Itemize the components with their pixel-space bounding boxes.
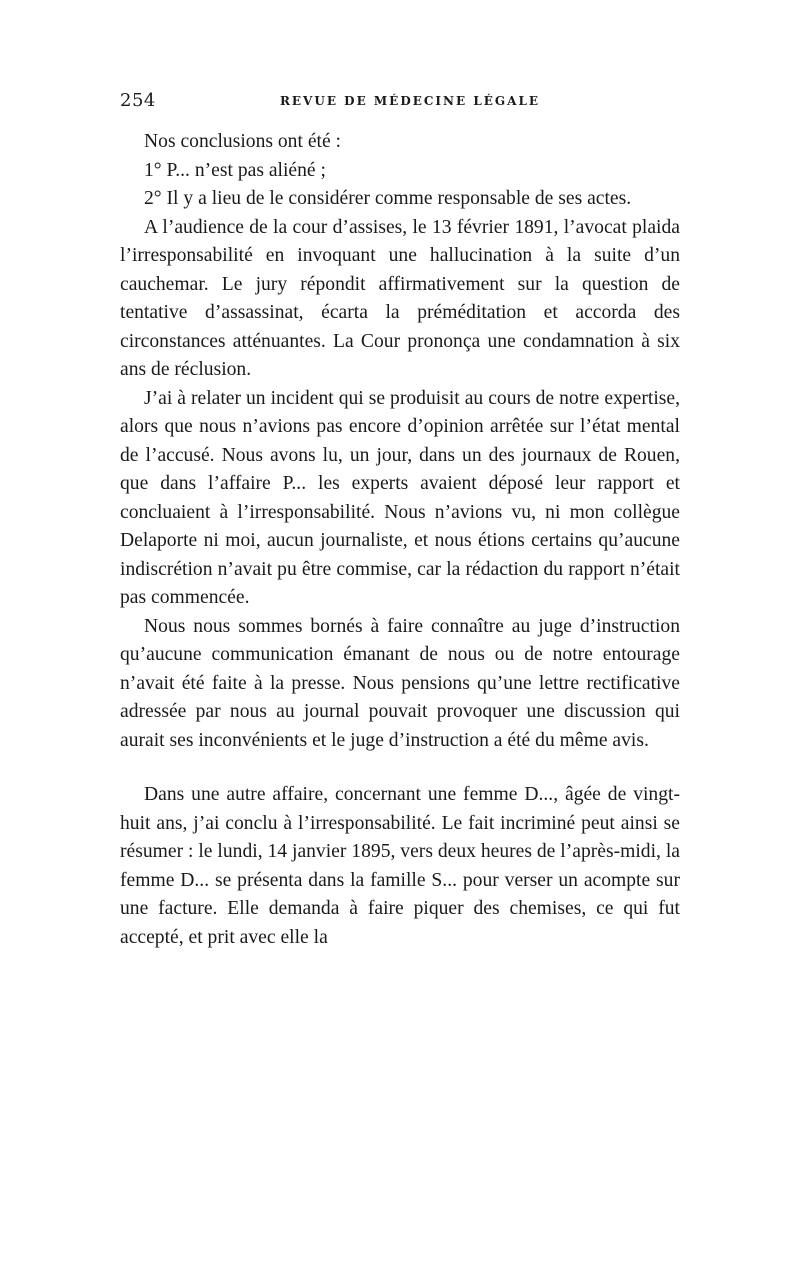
body-text xyxy=(120,128,680,952)
page-header xyxy=(120,90,680,118)
page-number: 254 xyxy=(120,90,156,111)
paragraph-audience: A l’audience de la cour d’assises, le 13 février 1891, l’avocat plaida l’irresponsabilité en invoquant une hallucination à la suite d’un cauchemar. Le jury répondit affirmativement sur la question de tentative d’assassinat, écarta la préméditation et accorda des circonstances atténuantes. La Cour prononça une condamnation à six ans de réclusion. xyxy=(120,216,680,380)
running-head: REVUE DE MÉDECINE LÉGALE xyxy=(279,94,541,108)
paragraph-juge: Nous nous sommes bornés à faire connaître au juge d’instruction qu’aucune communication émanant de nous ou de notre entourage n’avait été faite à la presse. Nous pensions qu’une lettre rectificative adressée par nous au journal pouvait provoquer une discussion qui aurait ses inconvénients et le juge d’instruction a été du même avis. xyxy=(120,615,680,751)
paragraph-conclusions-intro: Nos conclusions ont été : xyxy=(144,131,341,152)
paragraph-incident: J’ai à relater un incident qui se produisit au cours de notre expertise, alors que nous n’avions pas encore d’opinion arrêtée sur l’état mental de l’accusé. Nous avons lu, un jour, dans un des journaux de Rouen, que dans l’affaire P... les experts avaient déposé leur rapport et concluaient à l’irresponsabilité. Nous n’avions vu, ni mon collègue Delaporte ni moi, aucun journaliste, et nous étions certains qu’aucune indiscrétion n’avait pu être commise, car la rédaction du rapport n’était pas commencée. xyxy=(120,387,680,608)
paragraph-conclusion-2: 2° Il y a lieu de le considérer comme responsable de ses actes. xyxy=(144,188,632,209)
paragraph-conclusion-1: 1° P... n’est pas aliéné ; xyxy=(144,159,326,181)
paragraph-autre-affaire: Dans une autre affaire, concernant une femme D..., âgée de vingt-huit ans, j’ai conclu à l’irresponsabilité. Le fait incriminé peut ainsi se résumer : le lundi, 14 janvier 1895, vers deux heures de l’après-midi, la femme D... se présenta dans la famille S... pour verser un acompte sur une facture. Elle demanda à faire piquer des chemises, ce qui fut accepté, et prit avec elle la xyxy=(120,784,680,948)
